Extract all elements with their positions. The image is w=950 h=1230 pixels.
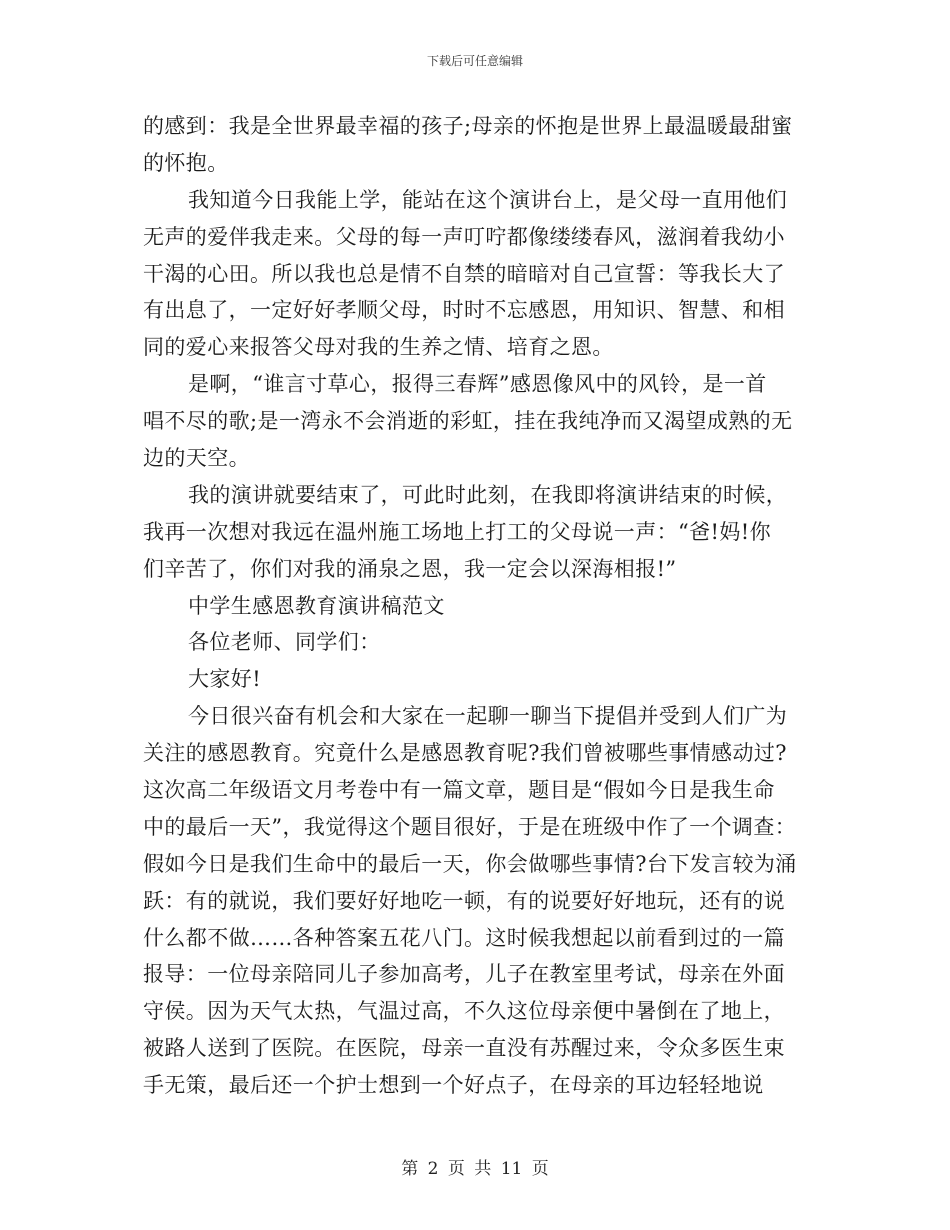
text-line: 跃：有的就说，我们要好好地吃一顿，有的说要好好地玩，还有的说: [143, 888, 785, 913]
text-line: 有出息了，一定好好孝顺父母，时时不忘感恩，用知识、智慧、和相: [143, 298, 785, 323]
text-line: 大家好!: [188, 667, 262, 692]
text-line: 是啊，“谁言寸草心，报得三春辉”感恩像风中的风铃，是一首: [188, 372, 767, 397]
text-line: 们辛苦了，你们对我的涌泉之恩，我一定会以深海相报!”: [143, 556, 677, 581]
text-line: 我知道今日我能上学，能站在这个演讲台上，是父母一直用他们: [188, 187, 788, 212]
text-line: 手无策，最后还一个护士想到一个好点子，在母亲的耳边轻轻地说: [143, 1073, 764, 1098]
text-line: 我再一次想对我远在温州施工场地上打工的父母说一声：“爸!妈!你: [143, 519, 772, 544]
text-line: 各位老师、同学们：: [188, 630, 381, 655]
text-line: 我的演讲就要结束了，可此时此刻，在我即将演讲结束的时候，: [188, 482, 788, 507]
text-line: 无声的爱伴我走来。父母的每一声叮咛都像缕缕春风，滋润着我幼小: [143, 224, 785, 249]
text-line: 中学生感恩教育演讲稿范文: [188, 593, 445, 618]
text-line: 边的天空。: [143, 446, 250, 471]
text-line: 今日很兴奋有机会和大家在一起聊一聊当下提倡并受到人们广为: [188, 704, 788, 729]
text-line: 守侯。因为天气太热，气温过高，不久这位母亲便中暑倒在了地上，: [143, 999, 785, 1024]
text-line: 被路人送到了医院。在医院，母亲一直没有苏醒过来，令众多医生束: [143, 1036, 785, 1061]
page-footer: 第 2 页 共 11 页: [401, 1159, 549, 1179]
text-line: 唱不尽的歌;是一湾永不会消逝的彩虹，挂在我纯净而又渴望成熟的无: [143, 409, 793, 434]
text-line: 同的爱心来报答父母对我的生养之情、培育之恩。: [143, 335, 614, 360]
text-line: 的感到：我是全世界最幸福的孩子;母亲的怀抱是世界上最温暖最甜蜜: [143, 114, 793, 138]
text-line: 中的最后一天”，我觉得这个题目很好，于是在班级中作了一个调查：: [143, 814, 797, 839]
page-header: 下载后可任意编辑: [426, 54, 523, 68]
text-line: 这次高二年级语文月考卷中有一篇文章，题目是“假如今日是我生命: [143, 778, 775, 803]
text-line: 关注的感恩教育。究竟什么是感恩教育呢?我们曾被哪些事情感动过?: [143, 741, 787, 766]
text-line: 报导：一位母亲陪同儿子参加高考，儿子在教室里考试，母亲在外面: [143, 962, 785, 987]
text-line: 假如今日是我们生命中的最后一天，你会做哪些事情?台下发言较为涌: [143, 851, 797, 876]
text-line: 的怀抱。: [143, 150, 229, 175]
text-line: 什么都不做……各种答案五花八门。这时候我想起以前看到过的一篇: [143, 925, 785, 950]
document-body: [143, 108, 807, 1104]
text-line: 干渴的心田。所以我也总是情不自禁的暗暗对自己宣誓：等我长大了: [143, 261, 785, 286]
